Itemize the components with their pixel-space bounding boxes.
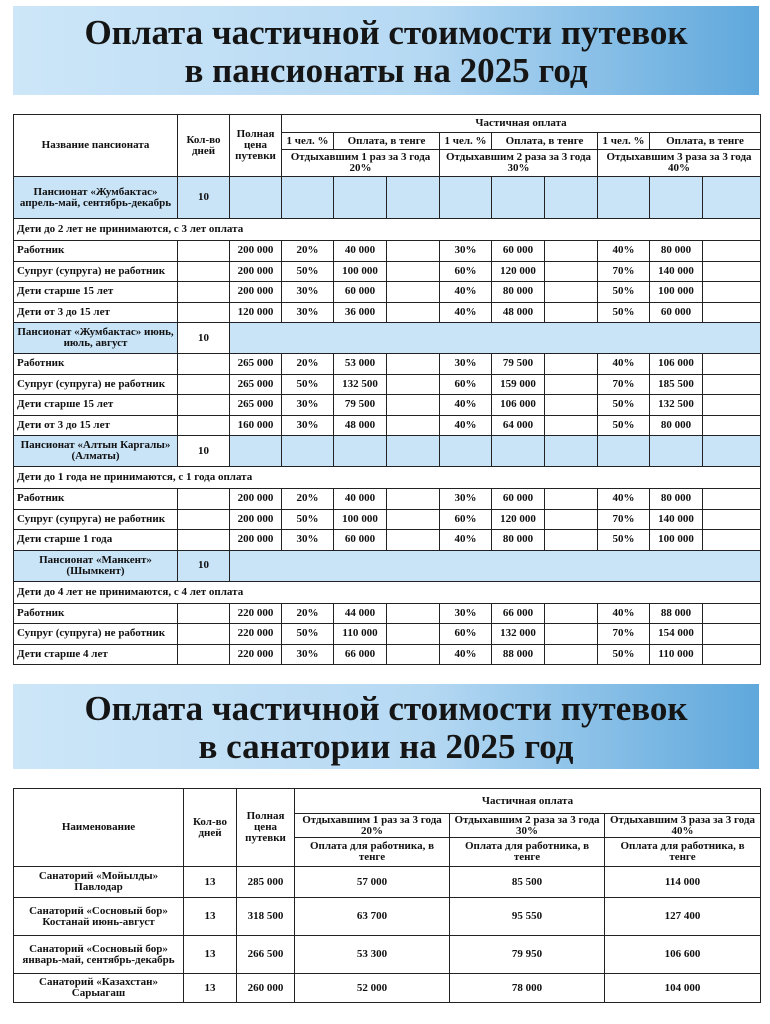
row-price: 220 000 [230,603,282,624]
row-value-3: 154 000 [650,624,703,645]
row-value-2: 64 000 [492,415,545,436]
header-pay-3: Оплата, в тенге [650,133,761,150]
row-label: Работник [14,603,178,624]
header-pay-1: Оплата, в тенге [334,133,440,150]
row-pct-1: 30% [282,302,334,323]
sanatorium-value-2: 95 550 [450,898,605,936]
sanatorium-title-line1: Оплата частичной стоимости путевок [84,689,688,728]
row-value-2: 80 000 [492,282,545,303]
header-pct-1: 1 чел. % [282,133,334,150]
row-value-2: 66 000 [492,603,545,624]
row-label: Работник [14,241,178,262]
sanatorium-value-3: 104 000 [605,974,761,1003]
row-pct-2: 30% [440,603,492,624]
row-pct-3: 40% [598,354,650,375]
row-label: Дети старше 4 лет [14,644,178,665]
row-pct-1: 30% [282,282,334,303]
row-pct-3: 50% [598,302,650,323]
table-row [14,415,761,436]
group-days: 10 [178,550,230,581]
table-row [14,395,761,416]
sanatorium-days: 13 [184,936,237,974]
row-pct-1: 50% [282,624,334,645]
header-rested-3: Отдыхавшим 3 раза за 3 года 40% [598,150,761,177]
row-price: 265 000 [230,395,282,416]
group-name: Пансионат «Алтын Каргалы» (Алматы) [14,436,178,467]
row-value-2: 79 500 [492,354,545,375]
header-pay-2: Оплата, в тенге [492,133,598,150]
header-pct-3: 1 чел. % [598,133,650,150]
table-row [14,261,761,282]
row-pct-3: 50% [598,530,650,551]
row-value-1: 36 000 [334,302,387,323]
table-row [14,898,761,936]
row-value-3: 140 000 [650,509,703,530]
sanatorium-days: 13 [184,867,237,898]
table-row [14,624,761,645]
row-pct-1: 20% [282,241,334,262]
row-price: 265 000 [230,374,282,395]
row-value-3: 132 500 [650,395,703,416]
row-pct-2: 60% [440,261,492,282]
row-label: Супруг (супруга) не работник [14,509,178,530]
row-value-3: 80 000 [650,415,703,436]
row-pct-3: 50% [598,415,650,436]
table-row [14,936,761,974]
table-row [14,530,761,551]
group-name: Пансионат «Жумбактас» июнь, июль, август [14,323,178,354]
sanatorium-value-1: 53 300 [295,936,450,974]
row-label: Работник [14,489,178,510]
row-value-1: 100 000 [334,509,387,530]
group-note: Дети до 2 лет не принимаются, с 3 лет оплата [14,219,761,241]
sanatorium-value-1: 63 700 [295,898,450,936]
pension-price-table [13,114,761,665]
row-value-3: 80 000 [650,489,703,510]
pension-title-line2: в пансионаты на 2025 год [184,51,588,90]
table-row [14,603,761,624]
header-rested-3: Отдыхавшим 3 раза за 3 года 40% [605,814,761,838]
table-row [14,974,761,1003]
row-value-1: 79 500 [334,395,387,416]
row-pct-1: 20% [282,603,334,624]
row-value-1: 60 000 [334,282,387,303]
row-pct-2: 60% [440,509,492,530]
table-row [14,302,761,323]
row-value-1: 44 000 [334,603,387,624]
table-row [14,241,761,262]
row-label: Дети старше 1 года [14,530,178,551]
row-value-2: 132 000 [492,624,545,645]
header-sanatorium-name: Наименование [14,789,184,867]
sanatorium-price: 285 000 [237,867,295,898]
sanatorium-title-line2: в санатории на 2025 год [198,727,574,766]
sanatorium-value-2: 79 950 [450,936,605,974]
row-pct-2: 40% [440,282,492,303]
row-value-2: 88 000 [492,644,545,665]
row-pct-3: 50% [598,282,650,303]
row-value-3: 100 000 [650,282,703,303]
header-pay-worker-2: Оплата для работника, в тенге [450,838,605,867]
row-price: 220 000 [230,644,282,665]
pension-title-line1: Оплата частичной стоимости путевок [84,13,688,52]
row-pct-1: 30% [282,644,334,665]
row-value-3: 140 000 [650,261,703,282]
row-pct-3: 70% [598,509,650,530]
row-pct-3: 40% [598,603,650,624]
row-pct-3: 50% [598,644,650,665]
sanatorium-days: 13 [184,898,237,936]
row-value-3: 185 500 [650,374,703,395]
row-value-3: 60 000 [650,302,703,323]
row-value-1: 110 000 [334,624,387,645]
row-pct-2: 40% [440,415,492,436]
row-pct-3: 40% [598,241,650,262]
header-rested-1: Отдыхавшим 1 раз за 3 года 20% [295,814,450,838]
row-label: Супруг (супруга) не работник [14,374,178,395]
header-full-price: Полная цена путевки [237,789,295,867]
header-partial-payment: Частичная оплата [295,789,761,814]
row-pct-3: 70% [598,374,650,395]
pension-title-banner [13,6,759,95]
row-pct-3: 70% [598,261,650,282]
row-value-1: 40 000 [334,241,387,262]
header-rested-1: Отдыхавшим 1 раз за 3 года 20% [282,150,440,177]
row-pct-1: 50% [282,261,334,282]
row-label: Дети старше 15 лет [14,282,178,303]
row-value-2: 120 000 [492,261,545,282]
sanatorium-value-2: 78 000 [450,974,605,1003]
row-label: Работник [14,354,178,375]
row-value-2: 60 000 [492,241,545,262]
sanatorium-value-2: 85 500 [450,867,605,898]
row-value-1: 66 000 [334,644,387,665]
sanatorium-value-1: 57 000 [295,867,450,898]
row-label: Дети старше 15 лет [14,395,178,416]
header-days: Кол-во дней [178,115,230,177]
group-note: Дети до 4 лет не принимаются, с 4 лет оплата [14,581,761,603]
row-value-2: 48 000 [492,302,545,323]
row-value-3: 110 000 [650,644,703,665]
sanatorium-title-banner [13,684,759,769]
row-price: 200 000 [230,489,282,510]
header-rested-2: Отдыхавшим 2 раза за 3 года 30% [450,814,605,838]
row-value-1: 100 000 [334,261,387,282]
row-price: 200 000 [230,530,282,551]
row-value-2: 120 000 [492,509,545,530]
row-label: Супруг (супруга) не работник [14,261,178,282]
row-pct-1: 30% [282,530,334,551]
row-pct-3: 40% [598,489,650,510]
table-row [14,644,761,665]
row-value-3: 88 000 [650,603,703,624]
row-pct-1: 20% [282,354,334,375]
row-pct-1: 20% [282,489,334,510]
row-value-2: 106 000 [492,395,545,416]
group-days: 10 [178,323,230,354]
sanatorium-days: 13 [184,974,237,1003]
row-price: 220 000 [230,624,282,645]
row-value-1: 48 000 [334,415,387,436]
sanatorium-value-1: 52 000 [295,974,450,1003]
row-value-3: 80 000 [650,241,703,262]
header-days: Кол-во дней [184,789,237,867]
group-name: Пансионат «Манкент» (Шымкент) [14,550,178,581]
table-row [14,282,761,303]
row-label: Дети от 3 до 15 лет [14,302,178,323]
header-partial-payment: Частичная оплата [282,115,761,133]
group-note: Дети до 1 года не принимаются, с 1 года оплата [14,467,761,489]
header-pay-worker-3: Оплата для работника, в тенге [605,838,761,867]
sanatorium-name: Санаторий «Сосновый бор» январь-май, сентябрь-декабрь [14,936,184,974]
row-value-3: 100 000 [650,530,703,551]
row-pct-3: 50% [598,395,650,416]
row-value-2: 159 000 [492,374,545,395]
sanatorium-value-3: 106 600 [605,936,761,974]
header-rested-2: Отдыхавшим 2 раза за 3 года 30% [440,150,598,177]
row-pct-1: 50% [282,374,334,395]
sanatorium-price: 318 500 [237,898,295,936]
sanatorium-price: 266 500 [237,936,295,974]
row-value-3: 106 000 [650,354,703,375]
sanatorium-name: Санаторий «Мойылды» Павлодар [14,867,184,898]
row-price: 200 000 [230,241,282,262]
row-value-1: 60 000 [334,530,387,551]
sanatorium-value-3: 114 000 [605,867,761,898]
row-value-2: 80 000 [492,530,545,551]
table-row [14,489,761,510]
row-value-1: 40 000 [334,489,387,510]
row-price: 160 000 [230,415,282,436]
row-pct-3: 70% [598,624,650,645]
sanatorium-value-3: 127 400 [605,898,761,936]
table-row [14,374,761,395]
row-value-1: 53 000 [334,354,387,375]
row-value-1: 132 500 [334,374,387,395]
row-pct-2: 60% [440,374,492,395]
table-row [14,867,761,898]
row-pct-1: 50% [282,509,334,530]
row-pct-2: 40% [440,530,492,551]
row-price: 120 000 [230,302,282,323]
sanatorium-price-table [13,788,761,1003]
table-row [14,354,761,375]
row-pct-2: 30% [440,241,492,262]
header-full-price: Полная цена путевки [230,115,282,177]
row-pct-1: 30% [282,395,334,416]
header-pension-name: Название пансионата [14,115,178,177]
header-pay-worker-1: Оплата для работника, в тенге [295,838,450,867]
row-pct-2: 40% [440,395,492,416]
row-pct-2: 40% [440,302,492,323]
row-pct-2: 40% [440,644,492,665]
sanatorium-price: 260 000 [237,974,295,1003]
sanatorium-name: Санаторий «Казахстан» Сарыагаш [14,974,184,1003]
group-days: 10 [178,177,230,219]
row-label: Дети от 3 до 15 лет [14,415,178,436]
row-price: 265 000 [230,354,282,375]
row-pct-2: 30% [440,354,492,375]
row-label: Супруг (супруга) не работник [14,624,178,645]
row-pct-2: 30% [440,489,492,510]
group-name: Пансионат «Жумбактас» апрель-май, сентябрь-декабрь [14,177,178,219]
row-pct-2: 60% [440,624,492,645]
header-pct-2: 1 чел. % [440,133,492,150]
row-price: 200 000 [230,261,282,282]
row-pct-1: 30% [282,415,334,436]
row-price: 200 000 [230,509,282,530]
sanatorium-name: Санаторий «Сосновый бор» Костанай июнь-август [14,898,184,936]
table-row [14,509,761,530]
row-price: 200 000 [230,282,282,303]
row-value-2: 60 000 [492,489,545,510]
group-days: 10 [178,436,230,467]
